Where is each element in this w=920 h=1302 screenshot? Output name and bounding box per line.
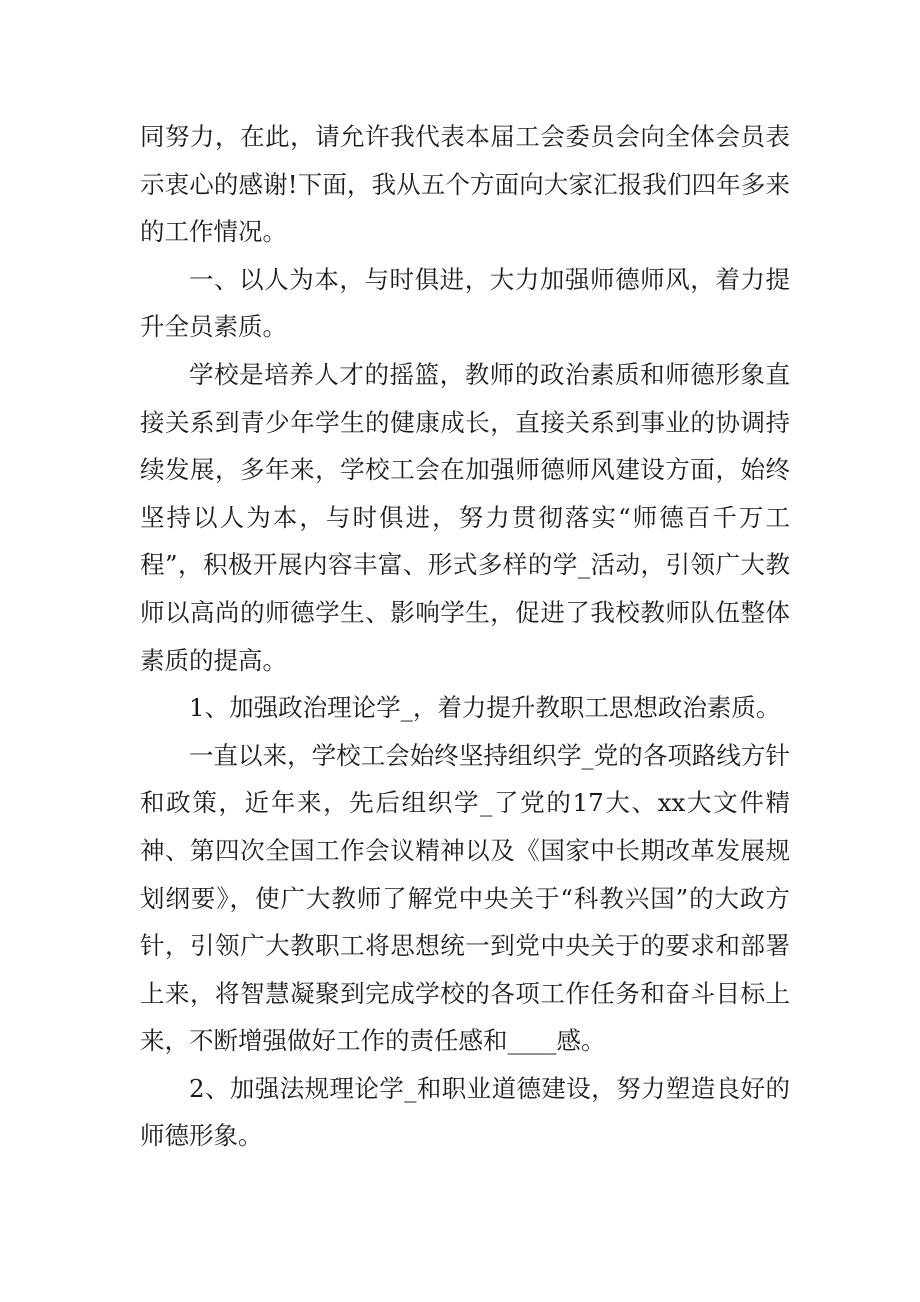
paragraph-school-teacher-ethics: 学校是培养人才的摇篮，教师的政治素质和师德形象直接关系到青少年学生的健康成长，直接关系到事业的协调持续发展，多年来，学校工会在加强师德师风建设方面，始终坚持以人为本，与时俱进，努力贯彻落实“师德百千万工程”，积极开展内容丰富、形式多样的学_活动，引领广大教师以高尚的师德学生、影响学生，促进了我校教师队伍整体素质的提高。 (140, 359, 790, 675)
paragraph-political-study: 一直以来，学校工会始终坚持组织学_党的各项路线方针和政策，近年来，先后组织学_了党的17大、xx大文件精神、第四次全国工作会议精神以及《国家中长期改革发展规划纲要》，使广大教师了解党中央关于“科教兴国”的大政方针，引领广大教职工将思想统一到党中央关于的要求和部署上来，将智慧凝聚到完成学校的各项工作任务和奋斗目标上来，不断增强做好工作的责任感和____感。 (140, 740, 790, 1056)
document-body (140, 113, 790, 1160)
heading-section-one: 一、以人为本，与时俱进，大力加强师德师风，着力提升全员素质。 (140, 264, 790, 342)
heading-item-one-political-theory: 1、加强政治理论学_，着力提升教职工思想政治素质。 (189, 693, 781, 723)
heading-item-two-regulations: 2、加强法规理论学_和职业道德建设，努力塑造良好的师德形象。 (140, 1073, 790, 1151)
paragraph-intro-thanks: 同努力，在此，请允许我代表本届工会委员会向全体会员表示衷心的感谢!下面，我从五个方面向大家汇报我们四年多来的工作情况。 (140, 122, 790, 247)
